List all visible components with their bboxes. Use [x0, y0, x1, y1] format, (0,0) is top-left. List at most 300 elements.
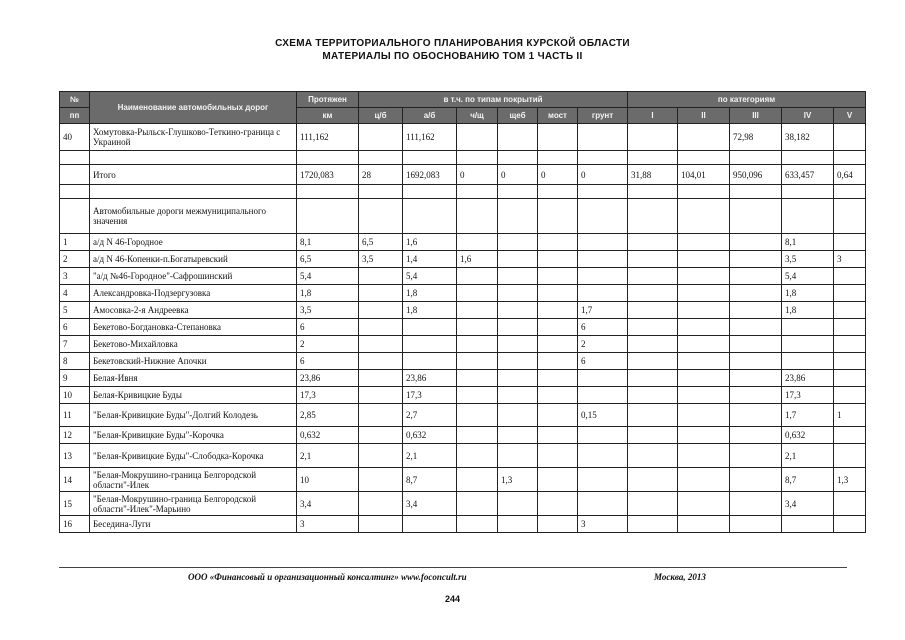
table-cell [457, 370, 498, 387]
table-cell [359, 302, 403, 319]
table-cell: 2 [297, 336, 359, 353]
table-cell [834, 285, 866, 302]
subheader-cell: км [297, 108, 359, 124]
table-cell: 7 [60, 336, 90, 353]
table-cell [457, 387, 498, 404]
table-cell [730, 516, 782, 533]
table-cell [578, 444, 628, 468]
table-cell [538, 336, 578, 353]
table-cell: 16 [60, 516, 90, 533]
table-cell: 11 [60, 404, 90, 427]
page-number: 244 [444, 594, 461, 604]
table-cell: 5 [60, 302, 90, 319]
table-cell [457, 444, 498, 468]
table-cell: 0 [498, 165, 538, 185]
table-cell: 111,162 [403, 124, 457, 151]
table-cell [628, 151, 678, 165]
table-cell [578, 387, 628, 404]
table-cell [730, 336, 782, 353]
table-cell: 3,5 [297, 302, 359, 319]
table-row [60, 370, 866, 387]
table-cell [359, 444, 403, 468]
table-cell [498, 151, 538, 165]
table-cell [457, 185, 498, 199]
table-cell [730, 387, 782, 404]
footer-company: ООО «Финансовый и организационный консалтинг» www.foconcult.ru [188, 572, 467, 582]
table-cell [782, 516, 834, 533]
header-categories: по категориям [628, 92, 866, 108]
roads-table [59, 91, 866, 533]
table-cell [498, 285, 538, 302]
table-cell [678, 516, 730, 533]
table-cell [498, 370, 538, 387]
table-cell [403, 353, 457, 370]
table-cell [359, 124, 403, 151]
table-cell [834, 199, 866, 234]
table-cell [730, 404, 782, 427]
table-cell [628, 468, 678, 492]
table-cell [498, 319, 538, 336]
table-cell [678, 427, 730, 444]
table-cell: 2,1 [782, 444, 834, 468]
table-cell [730, 285, 782, 302]
table-cell [628, 185, 678, 199]
table-cell: 6 [578, 319, 628, 336]
table-cell: 3,4 [782, 492, 834, 516]
table-cell: 10 [297, 468, 359, 492]
table-cell: 3 [297, 516, 359, 533]
table-cell: 1692,083 [403, 165, 457, 185]
table-cell: 1 [834, 404, 866, 427]
table-cell: 72,98 [730, 124, 782, 151]
table-cell [628, 124, 678, 151]
table-cell: 3,5 [782, 251, 834, 268]
table-cell [628, 370, 678, 387]
road-name-cell: Беседина-Луги [90, 516, 297, 533]
road-name-cell: Амосовка-2-я Андреевка [90, 302, 297, 319]
table-row [60, 165, 866, 185]
table-cell [678, 185, 730, 199]
table-cell [730, 370, 782, 387]
table-cell [457, 151, 498, 165]
table-cell [538, 427, 578, 444]
table-cell [538, 151, 578, 165]
table-cell [678, 251, 730, 268]
table-cell [457, 516, 498, 533]
table-cell [628, 234, 678, 251]
table-cell [578, 185, 628, 199]
table-cell: 0,64 [834, 165, 866, 185]
table-cell: 1,8 [297, 285, 359, 302]
table-cell: 3,5 [359, 251, 403, 268]
table-cell: 10 [60, 387, 90, 404]
table-cell [678, 336, 730, 353]
road-name-cell: "Белая-Мокрушино-граница Белгородской области"-Илек [90, 468, 297, 492]
table-cell [834, 268, 866, 285]
subheader-cell: грунт [578, 108, 628, 124]
table-cell [498, 492, 538, 516]
table-cell [628, 516, 678, 533]
table-cell [628, 199, 678, 234]
table-cell [782, 319, 834, 336]
table-cell [834, 319, 866, 336]
table-cell [834, 387, 866, 404]
table-cell [359, 268, 403, 285]
table-cell [297, 185, 359, 199]
table-cell [628, 251, 678, 268]
table-cell [628, 336, 678, 353]
table-cell [678, 370, 730, 387]
table-cell [834, 492, 866, 516]
table-cell [359, 151, 403, 165]
table-cell [578, 285, 628, 302]
table-cell [403, 516, 457, 533]
table-row [60, 516, 866, 533]
table-cell [359, 516, 403, 533]
header-name: Наименование автомобильных дорог [90, 92, 297, 124]
table-cell: 17,3 [782, 387, 834, 404]
table-cell [538, 387, 578, 404]
table-cell [60, 165, 90, 185]
table-cell [457, 468, 498, 492]
table-cell [678, 387, 730, 404]
document-title: СХЕМА ТЕРРИТОРИАЛЬНОГО ПЛАНИРОВАНИЯ КУРСКОЙ ОБЛАСТИ [275, 38, 630, 49]
table-cell: 1 [60, 234, 90, 251]
table-cell [538, 199, 578, 234]
table-cell: 3 [60, 268, 90, 285]
table-cell [834, 516, 866, 533]
table-cell: 0 [578, 165, 628, 185]
road-name-cell: Автомобильные дороги межмуниципального значения [90, 199, 297, 234]
table-row [60, 185, 866, 199]
table-cell [457, 302, 498, 319]
road-name-cell: Итого [90, 165, 297, 185]
table-cell [678, 404, 730, 427]
table-cell [359, 370, 403, 387]
table-cell [538, 302, 578, 319]
table-cell: 1,3 [834, 468, 866, 492]
table-row [60, 468, 866, 492]
header-length: Протяжен [297, 92, 359, 108]
table-cell: 5,4 [782, 268, 834, 285]
table-cell [834, 427, 866, 444]
table-cell [678, 199, 730, 234]
table-cell [834, 336, 866, 353]
table-cell [628, 492, 678, 516]
table-row [60, 387, 866, 404]
table-cell [498, 199, 538, 234]
table-cell: 1,4 [403, 251, 457, 268]
table-cell [578, 199, 628, 234]
table-cell [359, 336, 403, 353]
table-cell: 1720,083 [297, 165, 359, 185]
table-cell: 2,1 [297, 444, 359, 468]
table-cell [60, 199, 90, 234]
table-cell: 1,8 [403, 302, 457, 319]
subheader-cell: II [678, 108, 730, 124]
table-cell [498, 302, 538, 319]
table-cell [628, 353, 678, 370]
table-cell [578, 468, 628, 492]
subheader-cell: пп [60, 108, 90, 124]
table-cell [678, 268, 730, 285]
table-cell [834, 185, 866, 199]
table-cell [782, 353, 834, 370]
table-cell: 6 [297, 353, 359, 370]
table-cell [359, 404, 403, 427]
table-cell: 1,7 [578, 302, 628, 319]
table-cell [359, 427, 403, 444]
table-cell [498, 251, 538, 268]
table-cell [578, 370, 628, 387]
table-cell [457, 336, 498, 353]
table-cell [403, 319, 457, 336]
table-cell [538, 370, 578, 387]
table-cell [628, 302, 678, 319]
road-name-cell: Белая-Ивня [90, 370, 297, 387]
subheader-cell: IV [782, 108, 834, 124]
table-cell [498, 353, 538, 370]
table-cell [538, 516, 578, 533]
road-name-cell: Белая-Кривицкие Буды [90, 387, 297, 404]
table-cell [678, 444, 730, 468]
table-cell [538, 285, 578, 302]
table-cell: 111,162 [297, 124, 359, 151]
table-cell: 2 [578, 336, 628, 353]
table-cell [730, 151, 782, 165]
table-cell [628, 319, 678, 336]
table-cell: 8,7 [782, 468, 834, 492]
table-cell [782, 336, 834, 353]
subheader-cell: мост [538, 108, 578, 124]
table-cell [678, 151, 730, 165]
table-cell [538, 124, 578, 151]
table-row [60, 336, 866, 353]
table-cell [498, 185, 538, 199]
table-cell [457, 404, 498, 427]
table-cell: 5,4 [297, 268, 359, 285]
table-cell: 6,5 [359, 234, 403, 251]
table-cell [457, 353, 498, 370]
road-name-cell: "Белая-Кривицкие Буды"-Слободка-Корочка [90, 444, 297, 468]
road-name-cell: "Белая-Кривицкие Буды"-Долгий Колодезь [90, 404, 297, 427]
table-cell [538, 444, 578, 468]
table-cell [730, 185, 782, 199]
table-cell [628, 427, 678, 444]
table-cell [457, 234, 498, 251]
table-cell [678, 234, 730, 251]
table-cell: 1,6 [403, 234, 457, 251]
table-cell [730, 492, 782, 516]
road-name-cell: Александровка-Подзергузовка [90, 285, 297, 302]
table-cell: 633,457 [782, 165, 834, 185]
table-cell: 0,632 [297, 427, 359, 444]
table-cell [834, 302, 866, 319]
table-cell [834, 124, 866, 151]
table-cell [578, 427, 628, 444]
table-cell [834, 444, 866, 468]
table-cell [678, 302, 730, 319]
table-cell: 1,8 [782, 285, 834, 302]
table-cell [403, 336, 457, 353]
road-name-cell: "Белая-Мокрушино-граница Белгородской области"-Илек"-Марьино [90, 492, 297, 516]
table-cell [359, 319, 403, 336]
table-cell: 104,01 [678, 165, 730, 185]
table-cell [457, 427, 498, 444]
table-cell [578, 151, 628, 165]
table-cell [730, 234, 782, 251]
table-cell: 4 [60, 285, 90, 302]
table-cell: 17,3 [403, 387, 457, 404]
table-cell: 6 [60, 319, 90, 336]
table-cell [628, 268, 678, 285]
table-cell: 950,096 [730, 165, 782, 185]
header-num: № [60, 92, 90, 108]
table-cell: 3,4 [297, 492, 359, 516]
table-cell [538, 251, 578, 268]
road-name-cell: Бекетово-Богдановка-Степановка [90, 319, 297, 336]
table-cell [730, 353, 782, 370]
table-cell [297, 151, 359, 165]
table-cell [359, 353, 403, 370]
table-cell [628, 444, 678, 468]
header-surface-types: в т.ч. по типам покрытий [359, 92, 628, 108]
table-cell [498, 387, 538, 404]
table-cell [538, 468, 578, 492]
table-cell [782, 151, 834, 165]
road-name-cell [90, 151, 297, 165]
subheader-cell: щеб [498, 108, 538, 124]
table-cell: 2,85 [297, 404, 359, 427]
table-cell [578, 234, 628, 251]
table-cell [60, 151, 90, 165]
table-cell: 6 [578, 353, 628, 370]
table-cell [578, 492, 628, 516]
table-cell [782, 199, 834, 234]
road-name-cell: а/д N 46-Городное [90, 234, 297, 251]
table-cell [538, 492, 578, 516]
table-cell [359, 285, 403, 302]
table-cell [498, 404, 538, 427]
road-name-cell: а/д N 46-Копенки-п.Богатыревский [90, 251, 297, 268]
table-row [60, 251, 866, 268]
table-cell [538, 185, 578, 199]
table-cell: 8 [60, 353, 90, 370]
road-name-cell: Бекетово-Михайловка [90, 336, 297, 353]
table-cell [628, 285, 678, 302]
subheader-cell: ц/б [359, 108, 403, 124]
table-row [60, 427, 866, 444]
table-cell [60, 185, 90, 199]
table-cell [403, 151, 457, 165]
table-cell [730, 199, 782, 234]
table-cell [678, 353, 730, 370]
table-cell [834, 234, 866, 251]
subheader-cell: I [628, 108, 678, 124]
table-cell [457, 319, 498, 336]
table-cell [498, 427, 538, 444]
table-cell [538, 234, 578, 251]
table-row [60, 124, 866, 151]
table-cell [498, 268, 538, 285]
table-cell [498, 234, 538, 251]
table-cell [403, 185, 457, 199]
table-cell: 9 [60, 370, 90, 387]
table-cell: 5,4 [403, 268, 457, 285]
table-cell [678, 285, 730, 302]
table-cell: 15 [60, 492, 90, 516]
table-cell [730, 319, 782, 336]
table-cell: 38,182 [782, 124, 834, 151]
road-name-cell: Хомутовка-Рыльск-Глушково-Теткино-граница с Украиной [90, 124, 297, 151]
table-cell [730, 427, 782, 444]
table-cell: 13 [60, 444, 90, 468]
road-name-cell: Бекетовский-Нижние Апочки [90, 353, 297, 370]
table-cell: 0,632 [403, 427, 457, 444]
table-cell [359, 387, 403, 404]
document-subtitle: МАТЕРИАЛЫ ПО ОБОСНОВАНИЮ ТОМ 1 ЧАСТЬ II [322, 51, 583, 62]
table-row [60, 285, 866, 302]
table-cell [578, 251, 628, 268]
table-cell: 0 [538, 165, 578, 185]
table-cell [538, 404, 578, 427]
table-cell [538, 268, 578, 285]
table-cell [730, 268, 782, 285]
table-cell [730, 302, 782, 319]
table-cell: 1,3 [498, 468, 538, 492]
table-cell: 0,15 [578, 404, 628, 427]
table-cell: 23,86 [782, 370, 834, 387]
table-cell: 3,4 [403, 492, 457, 516]
road-name-cell [90, 185, 297, 199]
table-cell [834, 370, 866, 387]
table-cell [578, 124, 628, 151]
table-cell [498, 516, 538, 533]
table-cell [678, 468, 730, 492]
table-cell: 8,7 [403, 468, 457, 492]
table-cell [628, 387, 678, 404]
table-cell [628, 404, 678, 427]
table-cell: 2,1 [403, 444, 457, 468]
table-cell [359, 468, 403, 492]
table-cell: 23,86 [403, 370, 457, 387]
table-cell [457, 492, 498, 516]
table-cell [538, 353, 578, 370]
footer-divider [59, 567, 847, 568]
table-cell: 3 [834, 251, 866, 268]
table-cell [678, 124, 730, 151]
table-cell [457, 285, 498, 302]
footer-city-year: Москва, 2013 [654, 572, 706, 582]
table-cell [359, 199, 403, 234]
subheader-cell: а/б [403, 108, 457, 124]
table-cell: 12 [60, 427, 90, 444]
table-row [60, 444, 866, 468]
road-name-cell: "а/д №46-Городное"-Сафрошинский [90, 268, 297, 285]
table-cell: 28 [359, 165, 403, 185]
table-cell [403, 199, 457, 234]
table-cell: 17,3 [297, 387, 359, 404]
subheader-cell: ч/щ [457, 108, 498, 124]
table-cell [678, 492, 730, 516]
table-cell: 6,5 [297, 251, 359, 268]
table-cell: 1,8 [782, 302, 834, 319]
table-row [60, 319, 866, 336]
table-cell [578, 268, 628, 285]
table-cell [359, 185, 403, 199]
table-cell: 8,1 [297, 234, 359, 251]
table-cell: 2,7 [403, 404, 457, 427]
